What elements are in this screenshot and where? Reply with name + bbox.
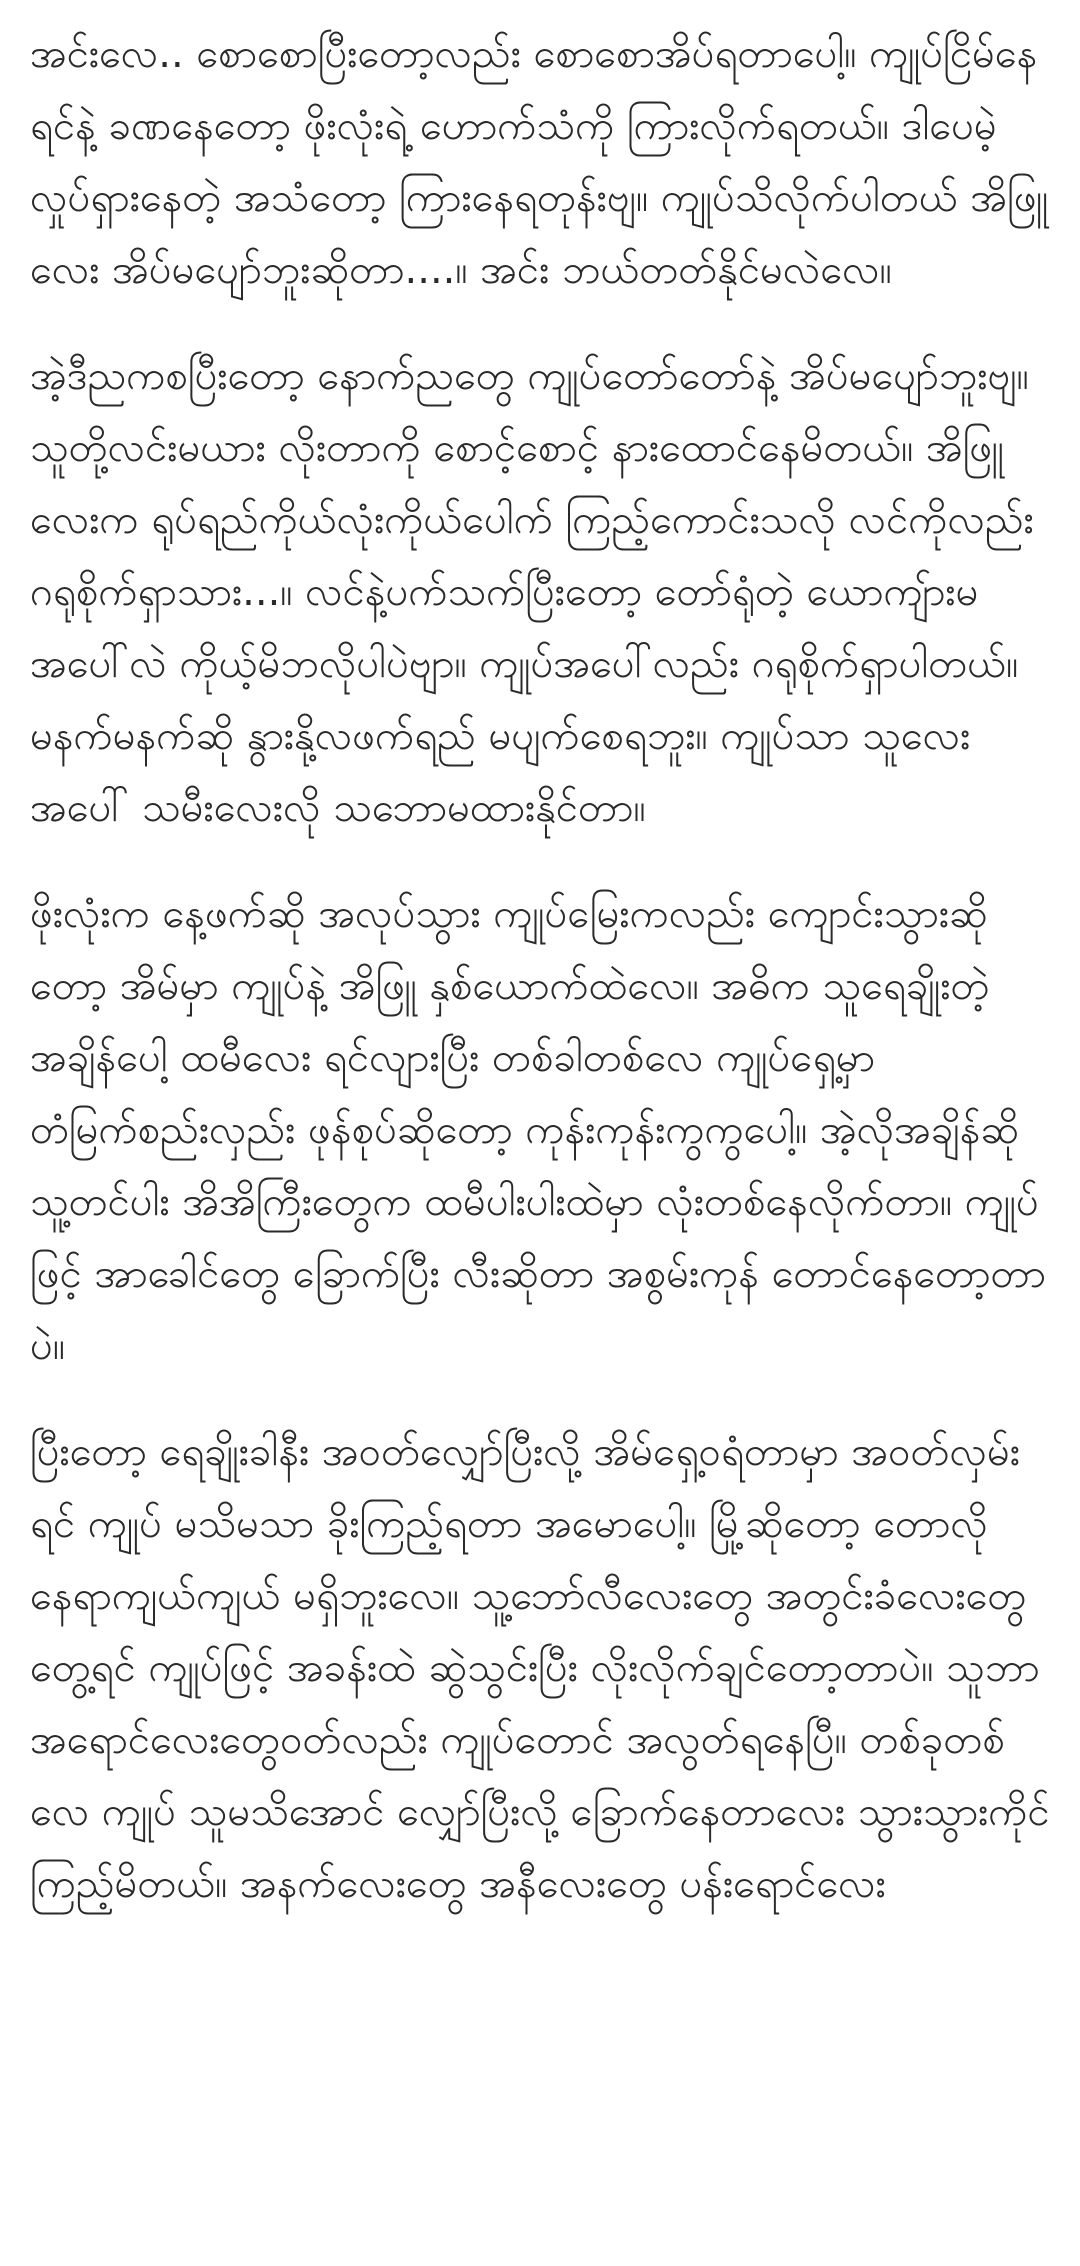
paragraph-text: ပြီးတော့ ရေချိုးခါနီး အဝတ်လျှော်ပြီးလို့ အိမ်ရှေ့ဝရံတာမှာ အဝတ်လှမ်းရင် ကျုပ် မသိမသာ ခိုးကြည့်ရတာ အမောပေါ့။ မြို့ဆိုတော့ တောလို နေရာကျယ်ကျယ် မရှိဘူးလေ။ သူ့ဘော်လီလေးတွေ အတွင်းခံလေးတွေ တွေ့ရင် ကျုပ်ဖြင့် အခန်းထဲ ဆွဲသွင်းပြီး လိုးလိုက်ချင်တော့တာပဲ။ သူဘာအရောင်လေးတွေဝတ်လည်း ကျုပ်တောင် အလွတ်ရနေပြီ။ တစ်ခုတစ်လေ ကျုပ် သူမသိအောင် လျှော်ပြီးလို့ ခြောက်နေတာလေး သွားသွားကိုင်ကြည့်မိတယ်။ အနက်လေးတွေ အနီလေးတွေ ပန်းရောင်လေး [30,1429,1050,1907]
article-paragraph-1 [30,18,1052,306]
paragraph-text: အင်းလေ.. စောစောပြီးတော့လည်း စောစောအိပ်ရတာပေါ့။ ကျုပ်ငြိမ်နေရင်နဲ့ ခဏနေတော့ ဖိုးလုံးရဲ့ ဟောက်သံကို ကြားလိုက်ရတယ်။ ဒါပေမဲ့ လှုပ်ရှားနေတဲ့ အသံတော့ ကြားနေရတုန်းဗျ။ ကျုပ်သိလိုက်ပါတယ် အိဖြူလေး အိပ်မပျော်ဘူးဆိုတာ....။ အင်း ဘယ်တတ်နိုင်မလဲလေ။ [30,31,1049,293]
article-paragraph-4 [30,1416,1052,1920]
article-paragraph-2 [30,340,1052,844]
paragraph-text: အဲ့ဒီညကစပြီးတော့ နောက်ညတွေ ကျုပ်တော်တော်နဲ့ အိပ်မပျော်ဘူးဗျ။ သူတို့လင်းမယား လိုးတာကို စောင့်စောင့် နားထောင်နေမိတယ်။ အိဖြူလေးက ရုပ်ရည်ကိုယ်လုံးကိုယ်ပေါက် ကြည့်ကောင်းသလို လင်ကိုလည်း ဂရုစိုက်ရှာသား...။ လင်နဲ့ပက်သက်ပြီးတော့ တော်ရုံတဲ့ ယောကျ်ားမအပေါ်လဲ ကိုယ့်မိဘလိုပါပဲဗျာ။ ကျုပ်အပေါ်လည်း ဂရုစိုက်ရှာပါတယ်။ မနက်မနက်ဆို နွားနို့လဖက်ရည် မပျက်စေရဘူး။ ကျုပ်သာ သူလေးအပေါ် သမီးလေးလို သဘောမထားနိုင်တာ။ [30,353,1034,831]
article-paragraph-3 [30,878,1052,1382]
paragraph-text: ဖိုးလုံးက နေ့ဖက်ဆို အလုပ်သွား ကျုပ်မြေးကလည်း ကျောင်းသွားဆိုတော့ အိမ်မှာ ကျုပ်နဲ့ အိဖြူ နှစ်ယောက်ထဲလေ။ အဓိက သူရေချိုးတဲ့ အချိန်ပေါ့ ထမီလေး ရင်လျားပြီး တစ်ခါတစ်လေ ကျုပ်ရှေ့မှာ တံမြက်စည်းလှည်း ဖုန်စုပ်ဆိုတော့ ကုန်းကုန်းကွကွပေါ့။ အဲ့လိုအချိန်ဆို သူ့တင်ပါး အိအိကြီးတွေက ထမီပါးပါးထဲမှာ လုံးတစ်နေလိုက်တာ။ ကျုပ်ဖြင့် အာခေါင်တွေ ခြောက်ပြီး လီးဆိုတာ အစွမ်းကုန် တောင်နေတော့တာပဲ။ [30,891,1046,1369]
